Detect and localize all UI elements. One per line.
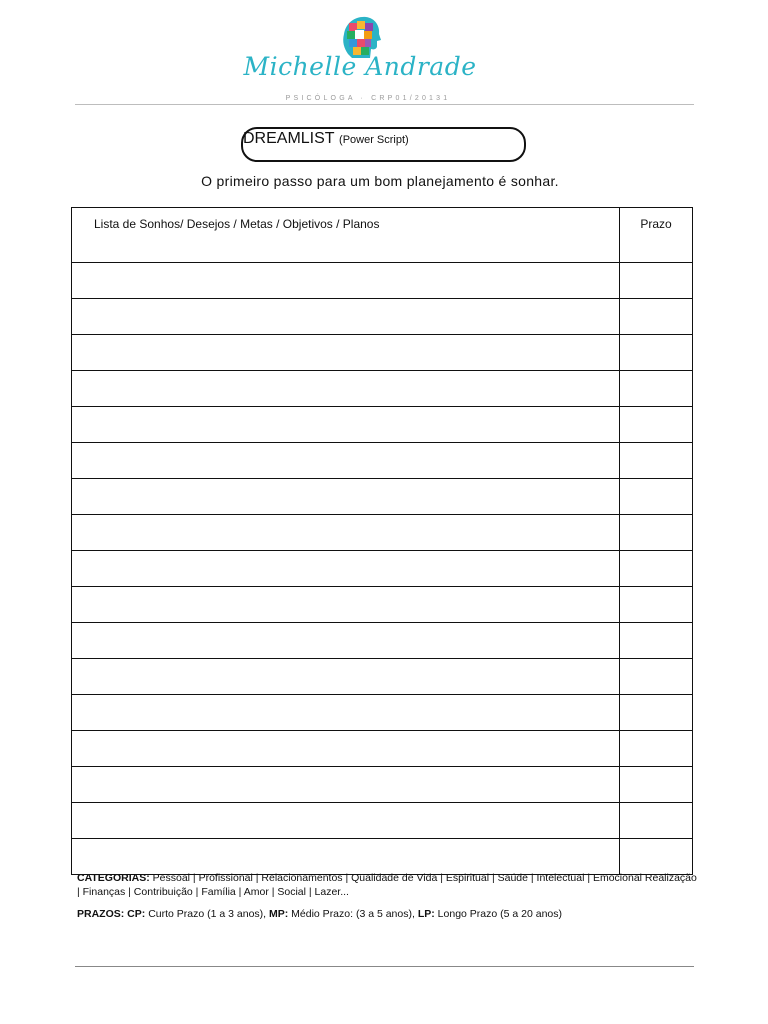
dream-item-cell[interactable] (72, 335, 620, 371)
cp-text: Curto Prazo (1 a 3 anos), (148, 908, 267, 920)
prazo-cell[interactable] (620, 443, 693, 479)
prazo-cell[interactable] (620, 803, 693, 839)
table-header-row (72, 208, 693, 263)
dream-item-cell[interactable] (72, 299, 620, 335)
table-row (72, 443, 693, 479)
table-body (72, 263, 693, 875)
table-row (72, 803, 693, 839)
mp-text: Médio Prazo: (3 a 5 anos), (291, 908, 415, 920)
mp-label: MP: (269, 908, 289, 920)
table-row (72, 515, 693, 551)
prazo-cell[interactable] (620, 551, 693, 587)
dream-item-cell[interactable] (72, 767, 620, 803)
table-row (72, 839, 693, 875)
page-title (243, 130, 409, 148)
prazos-label: PRAZOS: (77, 908, 125, 920)
prazo-cell[interactable] (620, 263, 693, 299)
table-row (72, 335, 693, 371)
table-row (72, 263, 693, 299)
dream-item-cell[interactable] (72, 731, 620, 767)
dream-item-cell[interactable] (72, 263, 620, 299)
table-row (72, 551, 693, 587)
table-row (72, 479, 693, 515)
dream-item-cell[interactable] (72, 623, 620, 659)
title-main: DREAMLIST (243, 130, 335, 147)
dream-item-cell[interactable] (72, 371, 620, 407)
prazo-cell[interactable] (620, 587, 693, 623)
prazo-cell[interactable] (620, 731, 693, 767)
prazo-cell[interactable] (620, 659, 693, 695)
dream-item-cell[interactable] (72, 839, 620, 875)
prazo-cell[interactable] (620, 371, 693, 407)
column-header-items: Lista de Sonhos/ Desejos / Metas / Objetivos / Planos (72, 208, 620, 263)
prazos-note (77, 908, 697, 920)
categorias-text: Pessoal | Profissional | Relacionamentos | Qualidade de Vida | Espiritual | Saúde | Intelectual | Emocional Realização | Finanças | Contribuição | Família | Amor | Social | Lazer... (77, 872, 697, 898)
title-sub: (Power Script) (339, 134, 409, 146)
table-row (72, 659, 693, 695)
prazo-cell[interactable] (620, 623, 693, 659)
footer-divider (75, 966, 694, 967)
prazo-cell[interactable] (620, 335, 693, 371)
prazo-cell[interactable] (620, 479, 693, 515)
table-row (72, 371, 693, 407)
dream-item-cell[interactable] (72, 659, 620, 695)
dream-item-cell[interactable] (72, 515, 620, 551)
table-row (72, 587, 693, 623)
header-divider (75, 104, 694, 105)
page-subtitle: O primeiro passo para um bom planejamento é sonhar. (201, 173, 559, 189)
logo-name: Michelle Andrade (243, 52, 477, 81)
dream-item-cell[interactable] (72, 407, 620, 443)
prazo-cell[interactable] (620, 299, 693, 335)
dream-item-cell[interactable] (72, 587, 620, 623)
logo-subtitle: PSICÓLOGA · CRP01/20131 (285, 95, 451, 102)
categorias-label: CATEGORIAS: (77, 872, 150, 884)
dream-item-cell[interactable] (72, 551, 620, 587)
column-header-prazo: Prazo (620, 208, 693, 263)
prazo-cell[interactable] (620, 695, 693, 731)
table-row (72, 767, 693, 803)
table-row (72, 695, 693, 731)
dream-item-cell[interactable] (72, 695, 620, 731)
prazo-cell[interactable] (620, 767, 693, 803)
dreamlist-table (71, 207, 693, 875)
prazo-cell[interactable] (620, 407, 693, 443)
categorias-note (77, 871, 697, 899)
dream-item-cell[interactable] (72, 803, 620, 839)
dream-item-cell[interactable] (72, 443, 620, 479)
lp-text: Longo Prazo (5 a 20 anos) (437, 908, 563, 920)
table-row (72, 623, 693, 659)
table-row (72, 407, 693, 443)
prazo-cell[interactable] (620, 839, 693, 875)
cp-label: CP: (127, 908, 146, 920)
table-row (72, 731, 693, 767)
lp-label: LP: (417, 908, 435, 920)
prazo-cell[interactable] (620, 515, 693, 551)
dream-item-cell[interactable] (72, 479, 620, 515)
table-row (72, 299, 693, 335)
